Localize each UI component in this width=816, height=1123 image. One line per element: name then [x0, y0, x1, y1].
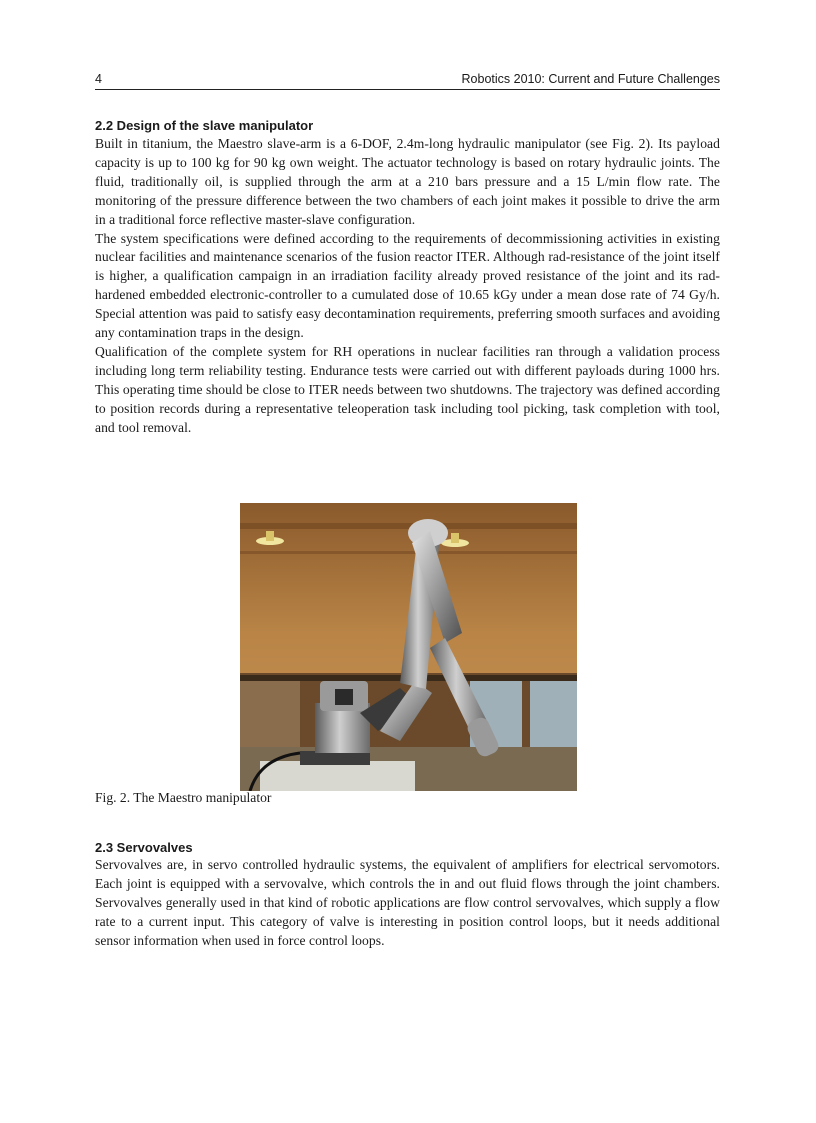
figure-caption: Fig. 2. The Maestro manipulator — [95, 790, 272, 805]
section-heading-2-3: 2.3 Servovalves — [95, 840, 193, 855]
section-heading-2-2: 2.2 Design of the slave manipulator — [95, 118, 314, 133]
paragraph: Qualification of the complete system for RH operations in nuclear facilities ran through a validation process including long term reliability testing. Endurance tests were carried out with different payloads during 1000 hrs. This operating time should be close to ITER needs between two shutdowns. The trajectory was defined according to position records during a representative teleoperation task including tool picking, task completion with tool, and tool removal. — [95, 343, 720, 435]
paragraph: Built in titanium, the Maestro slave-arm is a 6-DOF, 2.4m-long hydraulic manipulator (see Fig. 2). Its payload capacity is up to 100 kg for 90 kg own weight. The actuator technology is based on rotary hydraulic joints. The fluid, traditionally oil, is supplied through the arm at a 210 bars pressure and a 15 L/min flow rate. The monitoring of the pressure difference between the two chambers of each joint makes it possible to drive the arm in a traditional force reflective master-slave configuration. — [95, 136, 720, 227]
running-header — [95, 72, 720, 90]
paragraph: The system specifications were defined according to the requirements of decommissioning activities in existing nuclear facilities and maintenance scenarios of the fusion reactor ITER. Although rad-resistance of the joint itself is higher, a qualification campaign in an irradiation facility already proved resistance of the joint and its rad-hardened embedded electronic-controller to a cumulated dose of 10.65 kGy under a mean dose rate of 74 Gy/h. Special attention was paid to satisfy easy decontamination requirements, preferring smooth surfaces and avoiding any contamination traps in the design. — [95, 230, 720, 341]
book-title: Robotics 2010: Current and Future Challenges — [461, 72, 720, 86]
section-2-2-body — [95, 135, 720, 438]
maestro-manipulator-photo — [240, 503, 577, 791]
page-number: 4 — [95, 72, 102, 86]
paragraph: Servovalves are, in servo controlled hydraulic systems, the equivalent of amplifiers for electrical servomotors. Each joint is equipped with a servovalve, which controls the in and out fluid flows through the joint chambers. Servovalves generally used in that kind of robotic applications are flow control servovalves, which supply a flow rate to a current input. This category of valve is interesting in position control loops, but it needs additional sensor information when used in force control loops. — [95, 857, 720, 948]
section-2-3-body — [95, 856, 720, 951]
